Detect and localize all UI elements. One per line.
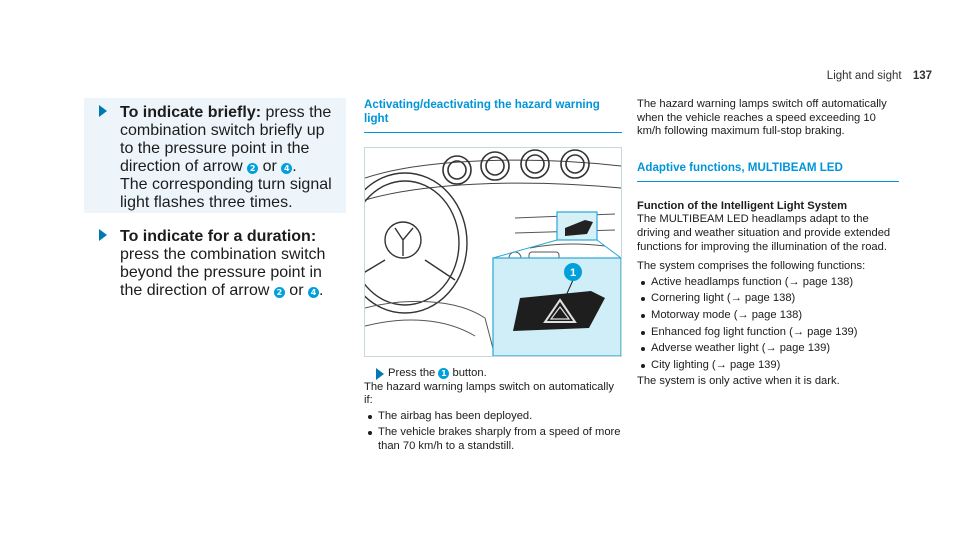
hazard-section	[364, 98, 622, 457]
list-item: Motorway mode (→ page 138)	[637, 309, 899, 323]
step-text: Press the	[388, 367, 439, 379]
section-heading-adaptive: Adaptive functions, MULTIBEAM LED	[637, 161, 899, 182]
arrow-callout-2: 2	[247, 163, 258, 174]
running-head	[827, 70, 932, 82]
step-text: or	[258, 158, 282, 175]
functions-intro: The system comprises the following functions:	[637, 260, 866, 273]
hazard-conditions-list	[364, 410, 622, 454]
hazard-auto-off: The hazard warning lamps switch off automatically when the vehicle reaches a speed exceeding 10 km/h following maximum full-stop braking.	[637, 98, 887, 138]
section-title: Light and sight	[826, 70, 902, 82]
hazard-auto-on-intro: The hazard warning lamps switch on automatically if:	[364, 380, 614, 407]
step-text: or	[284, 282, 308, 299]
step-arrow-icon	[376, 368, 384, 380]
step-arrow-icon	[99, 105, 107, 117]
button-callout-1: 1	[438, 368, 449, 379]
list-item: Cornering light (→ page 138)	[637, 292, 899, 306]
figure-callout-1: 1	[569, 267, 577, 279]
step-text: press the combination switch briefly up to the pressure point in the direction of arrow	[120, 104, 332, 175]
step-text: .	[318, 282, 324, 299]
step-press-hazard	[364, 367, 622, 381]
list-item: Enhanced fog light function (→ page 139)	[637, 326, 899, 340]
step-text: button.	[449, 367, 487, 379]
step-note: The corresponding turn signal light flashes three times.	[120, 176, 332, 211]
step-arrow-icon	[99, 229, 107, 241]
system-note: The system is only active when it is dark.	[637, 375, 840, 388]
page-number: 137	[912, 70, 932, 82]
list-item: City lighting (→ page 139)	[637, 359, 899, 373]
step-text: .	[292, 158, 297, 175]
arrow-callout-4: 4	[281, 163, 292, 174]
adaptive-section	[637, 98, 899, 389]
subheading-intelligent-light: Function of the Intelligent Light System	[637, 199, 848, 212]
step-indicate-duration	[84, 222, 346, 300]
arrow-callout-2: 2	[274, 287, 285, 298]
list-item: Active headlamps function (→ page 138)	[637, 276, 899, 290]
arrow-callout-4: 4	[308, 287, 319, 298]
hazard-button-figure	[364, 147, 622, 357]
turn-signal-steps	[84, 98, 346, 299]
dashboard-illustration	[365, 148, 621, 356]
section-heading-hazard: Activating/deactivating the hazard warning light	[364, 98, 622, 133]
step-text: press the combination switch beyond the pressure point in the direction of arrow	[120, 246, 326, 299]
list-item: The airbag has been deployed.	[364, 410, 622, 424]
functions-list	[637, 276, 899, 373]
step-indicate-briefly	[84, 98, 346, 212]
list-item: Adverse weather light (→ page 139)	[637, 342, 899, 356]
adaptive-intro: The MULTIBEAM LED headlamps adapt to the driving and weather situation and provide extended functions for improving the illumination of the road.	[637, 213, 891, 253]
step-label: To indicate briefly:	[120, 104, 262, 121]
list-item: The vehicle brakes sharply from a speed of more than 70 km/h to a standstill.	[364, 426, 622, 453]
step-label: To indicate for a duration:	[120, 228, 317, 245]
